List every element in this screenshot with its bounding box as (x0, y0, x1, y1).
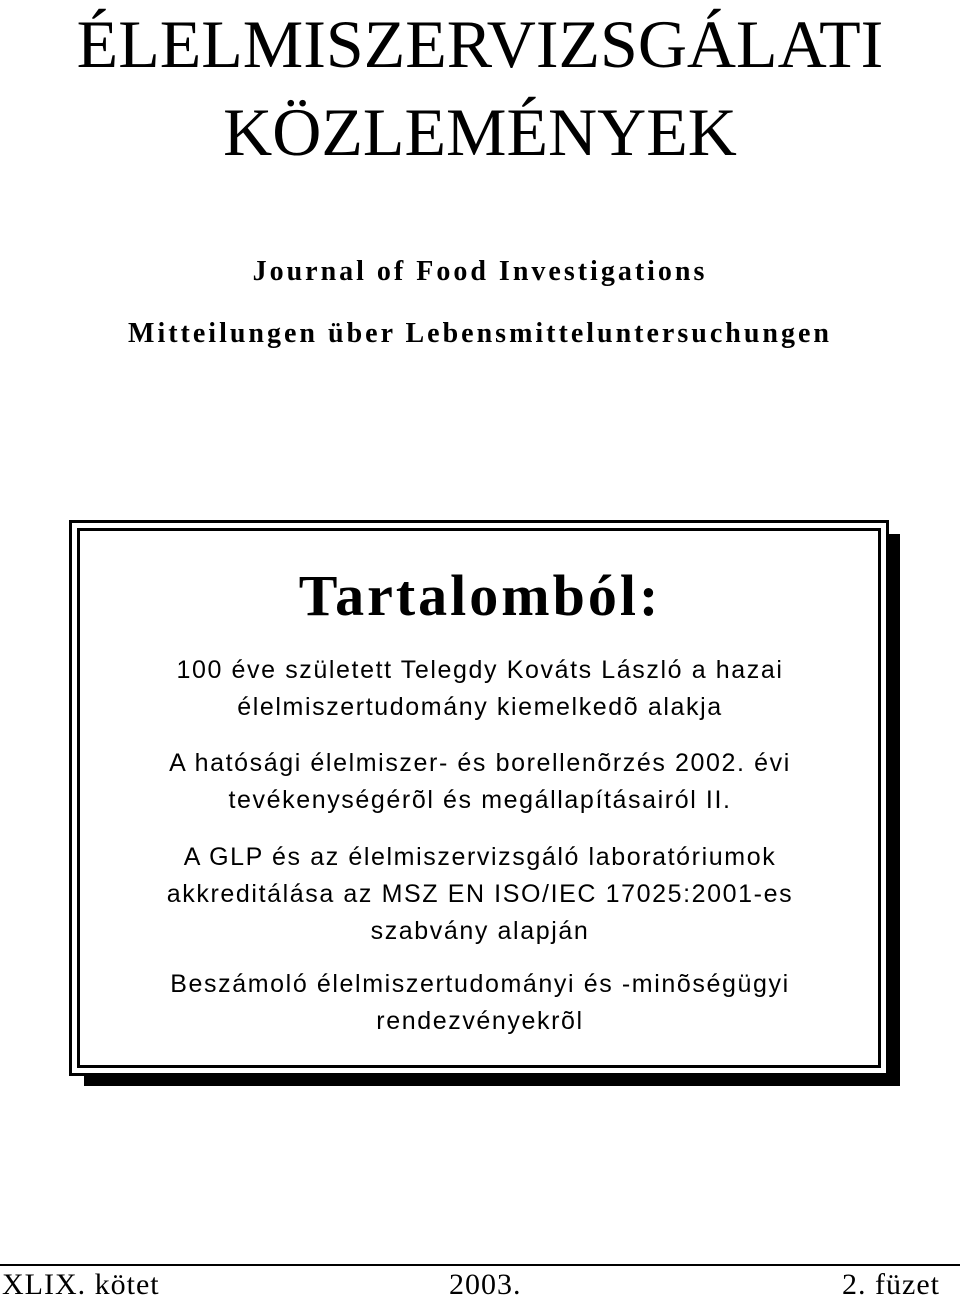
contents-heading: Tartalomból: (298, 563, 662, 628)
footer-rule (0, 1264, 960, 1266)
contents-item (100, 652, 860, 726)
volume-number: XLIX. kötet (2, 1268, 160, 1301)
contents-item-line: Beszámoló élelmiszertudományi és -minõségügyi (170, 970, 790, 998)
journal-title-line-1: ÉLELMISZERVIZSGÁLATI (76, 6, 884, 82)
german-subtitle: Mitteilungen über Lebensmitteluntersuchungen (128, 318, 832, 349)
contents-item (100, 839, 860, 950)
contents-item-line: A GLP és az élelmiszervizsgáló laboratóriumok (183, 843, 777, 871)
contents-item-line: tevékenységérõl és megállapításairól II. (228, 786, 732, 814)
contents-item-line: rendezvényekrõl (376, 1007, 584, 1035)
contents-item-line: élelmiszertudomány kiemelkedõ alakja (237, 693, 723, 721)
journal-title-line-2: KÖZLEMÉNYEK (223, 94, 737, 170)
contents-item-line: akkreditálása az MSZ EN ISO/IEC 17025:2001-es (166, 880, 794, 908)
contents-item (100, 745, 860, 819)
issue-number: 2. füzet (842, 1268, 940, 1301)
english-subtitle: Journal of Food Investigations (252, 256, 708, 287)
contents-item (100, 966, 860, 1040)
contents-item-line: 100 éve született Telegdy Kováts László a hazai (176, 656, 784, 684)
publication-year: 2003. (449, 1268, 522, 1301)
contents-item-line: A hatósági élelmiszer- és borellenõrzés 2002. évi (169, 749, 791, 777)
contents-item-line: szabvány alapján (370, 917, 590, 945)
